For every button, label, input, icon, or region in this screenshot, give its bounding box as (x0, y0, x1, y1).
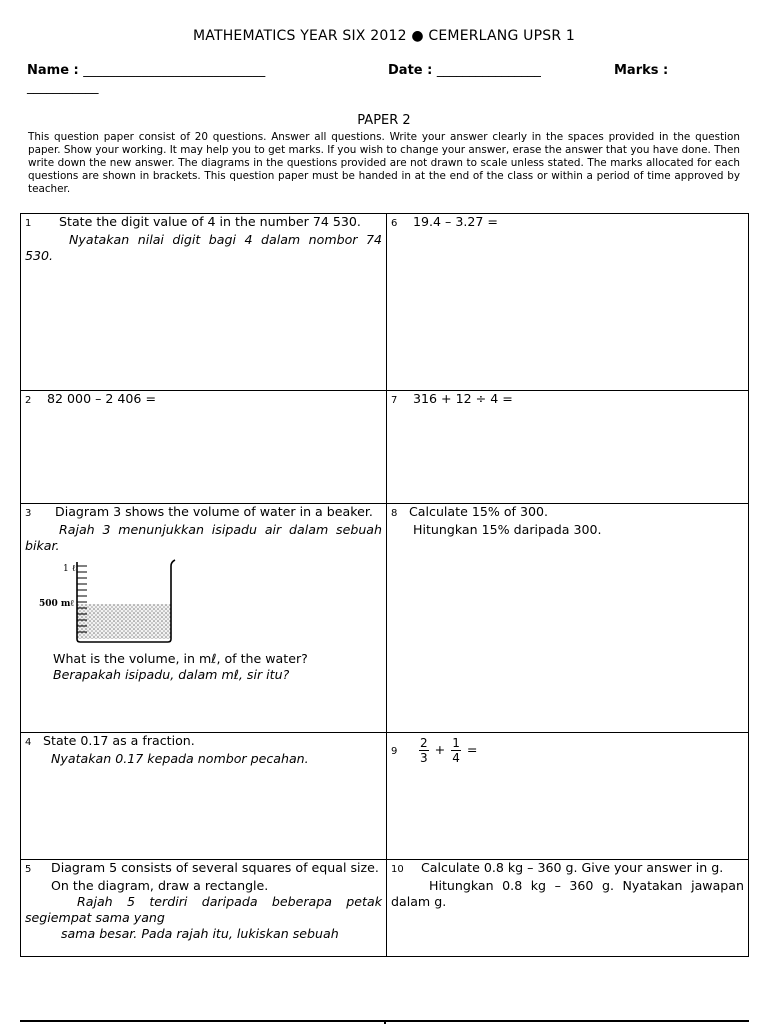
question-number: 5 (25, 864, 32, 875)
question-6[interactable] (387, 214, 749, 391)
question-9[interactable] (387, 733, 749, 860)
question-8-text: Calculate 15% of 300. (409, 504, 549, 519)
name-field-row (27, 63, 265, 78)
date-label: Date : (388, 63, 433, 78)
name-blank[interactable]: ____________________________ (83, 63, 266, 78)
question-table (20, 213, 749, 957)
page-title: MATHEMATICS YEAR SIX 2012 ● CEMERLANG UPSR 1 (192, 28, 575, 44)
beaker-label-top: 1 ℓ (63, 564, 76, 574)
question-3-ask-malay: Berapakah isipadu, dalam mℓ, sir itu? (53, 667, 290, 682)
question-2[interactable] (21, 391, 387, 504)
question-number: 10 (391, 864, 404, 875)
question-8-malay: Hitungkan 15% daripada 300. (413, 522, 602, 537)
question-number: 8 (391, 508, 398, 519)
fraction-two-thirds: $\frac{2}{3}$ (420, 736, 428, 765)
question-6-text: 19.4 – 3.27 = (413, 214, 498, 229)
question-10-text: Calculate 0.8 kg – 360 g. Give your answer in g. (421, 860, 724, 875)
question-2-text: 82 000 – 2 406 = (47, 391, 156, 406)
question-5-instruction: On the diagram, draw a rectangle. (51, 878, 269, 893)
question-10[interactable] (387, 860, 749, 957)
question-number: 7 (391, 395, 398, 406)
next-table-divider (384, 1020, 386, 1024)
question-7[interactable] (387, 391, 749, 504)
question-5-malay: Rajah 5 terdiri daripada beberapa petak segiempat sama yang (25, 894, 382, 925)
question-3[interactable] (21, 504, 387, 733)
question-3-text: Diagram 3 shows the volume of water in a beaker. (55, 504, 373, 519)
water-fill (77, 604, 171, 639)
marks-label: Marks : (614, 63, 669, 78)
question-4[interactable] (21, 733, 387, 860)
beaker-svg (25, 556, 205, 651)
question-5[interactable] (21, 860, 387, 957)
question-4-text: State 0.17 as a fraction. (43, 733, 195, 748)
name-label: Name : (27, 63, 79, 78)
question-number: 4 (25, 737, 32, 748)
beaker-label-mid: 500 mℓ (39, 599, 74, 609)
question-1[interactable] (21, 214, 387, 391)
date-blank[interactable]: ________________ (436, 63, 541, 78)
question-number: 2 (25, 395, 32, 406)
question-1-text: State the digit value of 4 in the number 74 530. (59, 214, 361, 229)
question-8[interactable] (387, 504, 749, 733)
beaker-diagram (25, 556, 382, 651)
instructions: This question paper consist of 20 questions. Answer all questions. Write your answer clearly in the spaces provided in the question paper. Show your working. It may help you to get marks. If you wish to change your answer, erase the answer that you have done. Then write down the new answer. The diagrams in the questions provided are not drawn to scale unless stated. The marks allocated for each questions are shown in brackets. This question paper must be handed in at the end of the class or within a period of time approved by teacher. (28, 131, 740, 195)
question-number: 1 (25, 218, 32, 229)
plus-sign: + (434, 742, 446, 757)
question-number: 6 (391, 218, 398, 229)
question-number: 9 (391, 746, 398, 757)
question-4-malay: Nyatakan 0.17 kepada nombor pecahan. (51, 751, 309, 766)
question-number: 3 (25, 508, 32, 519)
question-3-malay: Rajah 3 menunjukkan isipadu air dalam sebuah bikar. (25, 522, 382, 553)
question-5-malay-2: sama besar. Pada rajah itu, lukiskan sebuah (61, 926, 339, 941)
question-10-malay: Hitungkan 0.8 kg – 360 g. Nyatakan jawapan dalam g. (391, 878, 744, 909)
date-field-row (388, 63, 541, 78)
fraction-one-quarter: $\frac{1}{4}$ (452, 736, 460, 765)
question-1-malay: Nyatakan nilai digit bagi 4 dalam nombor 74 530. (25, 232, 382, 263)
marks-blank[interactable]: ___________ (27, 80, 99, 95)
paper-title: PAPER 2 (357, 113, 411, 128)
question-7-text: 316 + 12 ÷ 4 = (413, 391, 513, 406)
equals-sign: = (466, 742, 478, 757)
question-3-ask: What is the volume, in mℓ, of the water? (53, 651, 308, 666)
question-5-text: Diagram 5 consists of several squares of equal size. (51, 860, 379, 875)
